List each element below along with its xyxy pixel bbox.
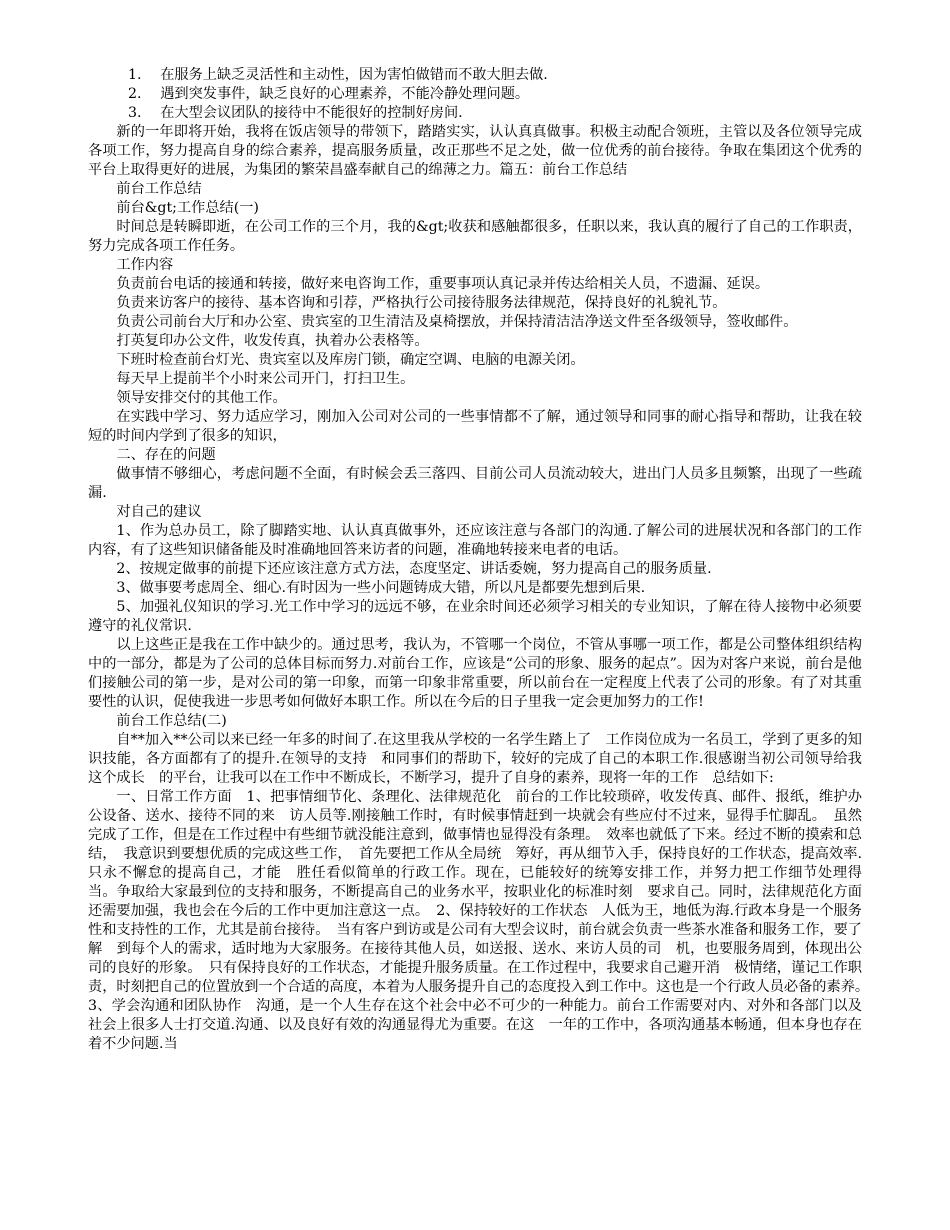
paragraph-suggestion-3: 3、做事要考虑周全、细心.有时因为一些小问题铸成大错，所以凡是都要先想到后果. — [116, 580, 646, 596]
paragraph-duty-phone: 负责前台电话的接通和转接，做好来电咨询工作，重要事项认真记录并传达给相关人员，不遗漏、延误。 — [116, 276, 770, 292]
paragraph-reflection: 以上这些正是我在工作中缺少的。通过思考，我认为，不管哪一个岗位，不管从事哪一项工作，都是公司整体组织结构中的一部分，都是为了公司的总体目标而努力.对前台工作，应该是“公司的形象、服务的起点”。因为对客户来说，前台是他们接触公司的第一步，是对公司的第一印象，而第一印象非常重要，所以前台在一定程度上代表了公司的形象。有了对其重要性的认识，促使我进一步思考如何做好本职工作。所以在今后的日子里我一定会更加努力的工作! — [88, 637, 862, 710]
heading-problems: 二、存在的问题 — [116, 447, 216, 463]
section-title-front-desk-summary: 前台工作总结 — [116, 181, 202, 197]
paragraph-new-year-plan: 新的一年即将开始，我将在饭店领导的带领下，踏踏实实，认认真真做事。积极主动配合领班，主管以及各位领导完成各项工作，努力提高自身的综合素养，提高服务质量，改正那些不足之处，做一位优秀的前台接待。争取在集团这个优秀的平台上取得更好的进展，为集团的繁荣昌盛奉献自己的绵薄之力。篇五：前台工作总结 — [88, 124, 862, 178]
paragraph-learning: 在实践中学习、努力适应学习，刚加入公司对公司的一些事情都不了解，通过领导和同事的耐心指导和帮助，让我在较短的时间内学到了很多的知识， — [88, 409, 862, 444]
paragraph-problems: 做事情不够细心，考虑问题不全面，有时候会丢三落四、目前公司人员流动较大，进出门人员多且频繁，出现了一些疏漏. — [88, 466, 862, 501]
paragraph-duty-checks: 下班时检查前台灯光、贵宾室以及库房门锁，确定空调、电脑的电源关闭。 — [116, 352, 585, 368]
paragraph-intro: 时间总是转瞬即逝，在公司工作的三个月，我的&gt;收获和感触都很多，任职以来，我认真的履行了自己的工作职责，努力完成各项工作任务。 — [88, 219, 862, 254]
heading-work-content: 工作内容 — [116, 257, 174, 273]
section-title-summary-one: 前台&gt;工作总结(一) — [116, 200, 259, 216]
paragraph-duty-reception: 负责来访客户的接待、基本咨询和引荐，严格执行公司接待服务法律规范，保持良好的礼貌礼节。 — [116, 295, 727, 311]
paragraph-duty-other: 领导安排交付的其他工作。 — [116, 390, 287, 406]
paragraph-suggestion-2: 2、按规定做事的前提下还应该注意方式方法，态度坚定、讲话委婉，努力提高自己的服务质量. — [116, 561, 712, 577]
paragraph-daily-work: 一、日常工作方面 1、把事情细节化、条理化、法律规范化 前台的工作比较琐碎，收发传真、邮件、报纸，维护办公设备、送水、接待不同的来 访人员等.刚接触工作时，有时候事情赶到一块就会有些应付不过来，显得手忙脚乱。 虽然完成了工作，但是在工作过程中有些细节就没能注意到，做事情也显得没有条理。 效率也就低了下来。经过不断的摸索和总结， 我意识到要想优质的完成这些工作， 首先要把工作从全局统 筹好，再从细节入手，保持良好的工作状态，提高效率.只永不懈怠的提高自己，才能 胜任看似简单的行政工作。现在，已能较好的统筹安排工作，并努力把工作细节处理得 当。争取给大家最到位的支持和服务，不断提高自己的业务水平，按职业化的标准时刻 要求自己。同时，法律规范化方面还需要加强，我也会在今后的工作中更加注意这一点。 2、保持较好的工作状态 人低为王，地低为海.行政本身是一个服务性和支持性的工作，尤其是前台接待。 当有客户到访或是公司有大型会议时，前台就会负责一些茶水准备和服务工作，要了解 到每个人的需求，适时地为大家服务。在接待其他人员，如送报、送水、来访人员的司 机，也要服务周到，体现出公司的良好的形象。 只有保持良好的工作状态，才能提升服务质量。在工作过程中，我要求自己避开消 极情绪，谨记工作职责，时刻把自己的位置放到一个合适的高度，本着为人服务提升自己的态度投入到工作中。这也是一个行政人员必备的素养。 3、学会沟通和团队协作 沟通，是一个人生存在这个社会中必不可少的一种能力。前台工作需要对内、对外和各部门以及社会上很多人士打交道.沟通、以及良好有效的沟通显得尤为重要。在这 一年的工作中，各项沟通基本畅通，但本身也存在着不少问题.当 — [88, 789, 877, 1052]
list-item-3: 3. 在大型会议团队的接待中不能很好的控制好房间. — [128, 105, 463, 121]
paragraph-suggestion-1: 1、作为总办员工，除了脚踏实地、认认真真做事外，还应该注意与各部门的沟通.了解公司的进展状况和各部门的工作内容，有了这些知识储备能及时准确地回答来访者的问题，准确地转接来电者的电话。 — [88, 523, 862, 558]
paragraph-suggestion-5: 5、加强礼仪知识的学习.光工作中学习的远远不够，在业余时间还必须学习相关的专业知识，了解在待人接物中必须要遵守的礼仪常识. — [88, 599, 862, 634]
list-item-2: 2. 遇到突发事件，缺乏良好的心理素养，不能冷静处理问题。 — [128, 86, 530, 102]
paragraph-duty-cleaning: 负责公司前台大厅和办公室、贵宾室的卫生清洁及桌椅摆放，并保持清洁洁净送文件至各级领导，签收邮件。 — [116, 314, 798, 330]
list-item-1: 1. 在服务上缺乏灵活性和主动性，因为害怕做错而不敢大胆去做. — [128, 67, 548, 83]
section-title-summary-two: 前台工作总结(二) — [116, 713, 227, 729]
paragraph-summary-two-intro: 自**加入**公司以来已经一年多的时间了.在这里我从学校的一名学生踏上了 工作岗位成为一名员工，学到了更多的知识技能，各方面都有了的提升.在领导的支持 和同事们的帮助下，较好的完成了自己的本职工作.很感谢当初公司领导给我这个成长 的平台，让我可以在工作中不断成长，不断学习，提升了自身的素养，现将一年的工作 总结如下: — [88, 732, 862, 786]
paragraph-duty-opening: 每天早上提前半个小时来公司开门，打扫卫生。 — [116, 371, 415, 387]
paragraph-duty-printing: 打英复印办公文件，收发传真，执着办公表格等。 — [116, 333, 429, 349]
heading-suggestions: 对自己的建议 — [116, 504, 202, 520]
